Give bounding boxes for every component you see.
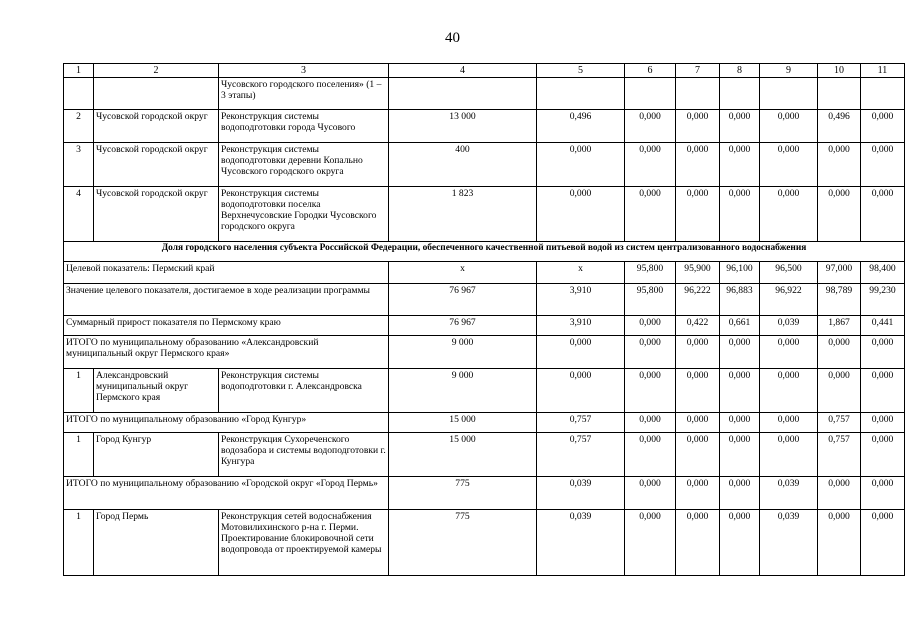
value-cell: 76 967 bbox=[389, 316, 537, 336]
value-cell: 0,000 bbox=[818, 187, 861, 242]
value-cell: 96,100 bbox=[720, 262, 760, 284]
municipality-cell: Город Кунгур bbox=[94, 433, 219, 477]
value-cell: 1,867 bbox=[818, 316, 861, 336]
value-cell: 15 000 bbox=[389, 433, 537, 477]
value-cell: 13 000 bbox=[389, 110, 537, 143]
program-table bbox=[63, 63, 905, 576]
table-row bbox=[64, 433, 905, 477]
value-cell: 0,000 bbox=[720, 369, 760, 413]
value-cell: 0,000 bbox=[625, 510, 676, 576]
table-row bbox=[64, 284, 905, 316]
value-cell: 0,000 bbox=[720, 413, 760, 433]
page-number: 40 bbox=[445, 30, 460, 46]
value-cell: 0,000 bbox=[676, 433, 720, 477]
value-cell: 0,000 bbox=[625, 187, 676, 242]
value-cell: 0,757 bbox=[818, 413, 861, 433]
value-cell: 0,000 bbox=[760, 369, 818, 413]
header-cell: 8 bbox=[720, 64, 760, 78]
value-cell: 0,000 bbox=[861, 510, 905, 576]
value-cell: 0,496 bbox=[818, 110, 861, 143]
header-cell: 2 bbox=[94, 64, 219, 78]
row-label: Целевой показатель: Пермский край bbox=[64, 262, 389, 284]
value-cell: 0,000 bbox=[720, 510, 760, 576]
value-cell: 0,000 bbox=[760, 413, 818, 433]
value-cell: 9 000 bbox=[389, 369, 537, 413]
value-cell: 0,000 bbox=[818, 510, 861, 576]
row-number: 4 bbox=[64, 187, 94, 242]
project-cell: Реконструкция Сухореченского водозабора и системы водоподготовки г. Кунгура bbox=[219, 433, 389, 477]
value-cell: 15 000 bbox=[389, 413, 537, 433]
row-number: 3 bbox=[64, 143, 94, 187]
table-row bbox=[64, 510, 905, 576]
value-cell: 0,000 bbox=[676, 413, 720, 433]
value-cell: 0,000 bbox=[676, 477, 720, 510]
value-cell: 0,000 bbox=[625, 110, 676, 143]
municipality-cell: Чусовской городской округ bbox=[94, 143, 219, 187]
table-row bbox=[64, 336, 905, 369]
table-row bbox=[64, 78, 905, 110]
value-cell: 3,910 bbox=[537, 316, 625, 336]
value-cell: 0,000 bbox=[625, 336, 676, 369]
row-number: 2 bbox=[64, 110, 94, 143]
section-row bbox=[64, 242, 905, 262]
row-label: ИТОГО по муниципальному образованию «Городской округ «Город Пермь» bbox=[64, 477, 389, 510]
project-cell: Реконструкция системы водоподготовки поселка Верхнечусовские Городки Чусовского городского округа bbox=[219, 187, 389, 242]
value-cell: 0,000 bbox=[537, 187, 625, 242]
value-cell: 0,000 bbox=[818, 369, 861, 413]
header-cell: 6 bbox=[625, 64, 676, 78]
row-number: 1 bbox=[64, 433, 94, 477]
value-cell: 96,500 bbox=[760, 262, 818, 284]
table-row bbox=[64, 187, 905, 242]
value-cell: 0,757 bbox=[537, 413, 625, 433]
value-cell: 0,000 bbox=[760, 143, 818, 187]
value-cell: 0,000 bbox=[537, 143, 625, 187]
value-cell: 0,000 bbox=[720, 433, 760, 477]
project-cell: Реконструкция системы водоподготовки города Чусового bbox=[219, 110, 389, 143]
header-cell: 1 bbox=[64, 64, 94, 78]
header-cell: 3 bbox=[219, 64, 389, 78]
value-cell: 3,910 bbox=[537, 284, 625, 316]
value-cell: 0,000 bbox=[676, 510, 720, 576]
value-cell: 0,000 bbox=[720, 110, 760, 143]
value-cell: 98,789 bbox=[818, 284, 861, 316]
value-cell: 0,441 bbox=[861, 316, 905, 336]
value-cell: 0,000 bbox=[537, 369, 625, 413]
value-cell: x bbox=[537, 262, 625, 284]
value-cell: x bbox=[389, 262, 537, 284]
value-cell: 0,039 bbox=[537, 510, 625, 576]
value-cell: 97,000 bbox=[818, 262, 861, 284]
table-row bbox=[64, 413, 905, 433]
value-cell: 0,000 bbox=[625, 477, 676, 510]
header-cell: 9 bbox=[760, 64, 818, 78]
value-cell: 98,400 bbox=[861, 262, 905, 284]
value-cell: 0,000 bbox=[861, 110, 905, 143]
value-cell: 0,000 bbox=[818, 143, 861, 187]
value-cell: 96,922 bbox=[760, 284, 818, 316]
row-label: ИТОГО по муниципальному образованию «Город Кунгур» bbox=[64, 413, 389, 433]
value-cell: 0,000 bbox=[818, 477, 861, 510]
value-cell: 0,000 bbox=[861, 336, 905, 369]
header-cell: 4 bbox=[389, 64, 537, 78]
municipality-cell: Город Пермь bbox=[94, 510, 219, 576]
value-cell: 0,422 bbox=[676, 316, 720, 336]
table-header-row bbox=[64, 64, 905, 78]
project-cell: Реконструкция сетей водоснабжения Мотовилихинского р-на г. Перми. Проектирование блокировочной сети водопровода от проектируемой камеры bbox=[219, 510, 389, 576]
value-cell: 0,000 bbox=[861, 143, 905, 187]
value-cell: 0,000 bbox=[625, 413, 676, 433]
value-cell: 775 bbox=[389, 510, 537, 576]
value-cell: 0,000 bbox=[861, 369, 905, 413]
value-cell: 9 000 bbox=[389, 336, 537, 369]
value-cell: 0,000 bbox=[676, 110, 720, 143]
value-cell: 0,039 bbox=[760, 316, 818, 336]
value-cell: 0,000 bbox=[676, 143, 720, 187]
table-row bbox=[64, 110, 905, 143]
row-label: Значение целевого показателя, достигаемое в ходе реализации программы bbox=[64, 284, 389, 316]
value-cell: 96,883 bbox=[720, 284, 760, 316]
value-cell: 0,000 bbox=[720, 143, 760, 187]
value-cell: 0,000 bbox=[676, 369, 720, 413]
value-cell: 0,039 bbox=[537, 477, 625, 510]
value-cell: 0,000 bbox=[760, 110, 818, 143]
value-cell: 0,496 bbox=[537, 110, 625, 143]
value-cell: 0,000 bbox=[625, 433, 676, 477]
value-cell: 0,000 bbox=[861, 433, 905, 477]
value-cell: 0,000 bbox=[818, 336, 861, 369]
value-cell: 0,000 bbox=[625, 143, 676, 187]
municipality-cell: Александровский муниципальный округ Пермского края bbox=[94, 369, 219, 413]
municipality-cell: Чусовской городской округ bbox=[94, 110, 219, 143]
value-cell: 0,000 bbox=[760, 187, 818, 242]
value-cell: 76 967 bbox=[389, 284, 537, 316]
value-cell: 0,661 bbox=[720, 316, 760, 336]
value-cell: 0,000 bbox=[676, 187, 720, 242]
project-cell: Реконструкция системы водоподготовки г. Александровска bbox=[219, 369, 389, 413]
value-cell: 96,222 bbox=[676, 284, 720, 316]
table-row bbox=[64, 262, 905, 284]
value-cell: 0,000 bbox=[625, 369, 676, 413]
row-label: ИТОГО по муниципальному образованию «Александровский муниципальный округ Пермского края» bbox=[64, 336, 389, 369]
row-number: 1 bbox=[64, 369, 94, 413]
header-cell: 7 bbox=[676, 64, 720, 78]
header-cell: 10 bbox=[818, 64, 861, 78]
row-number: 1 bbox=[64, 510, 94, 576]
value-cell: 0,757 bbox=[818, 433, 861, 477]
table-row bbox=[64, 316, 905, 336]
table-row bbox=[64, 369, 905, 413]
value-cell: 0,039 bbox=[760, 510, 818, 576]
value-cell: 775 bbox=[389, 477, 537, 510]
value-cell: 95,800 bbox=[625, 284, 676, 316]
table-row bbox=[64, 143, 905, 187]
header-cell: 11 bbox=[861, 64, 905, 78]
value-cell: 99,230 bbox=[861, 284, 905, 316]
value-cell: 0,000 bbox=[720, 187, 760, 242]
value-cell: 1 823 bbox=[389, 187, 537, 242]
value-cell: 0,000 bbox=[537, 336, 625, 369]
table-row bbox=[64, 477, 905, 510]
value-cell: 400 bbox=[389, 143, 537, 187]
value-cell: 0,000 bbox=[861, 413, 905, 433]
header-cell: 5 bbox=[537, 64, 625, 78]
value-cell: 0,039 bbox=[760, 477, 818, 510]
value-cell: 0,000 bbox=[720, 477, 760, 510]
value-cell: 0,000 bbox=[861, 187, 905, 242]
value-cell: 95,900 bbox=[676, 262, 720, 284]
value-cell: 0,000 bbox=[760, 433, 818, 477]
municipality-cell: Чусовской городской округ bbox=[94, 187, 219, 242]
value-cell: 0,000 bbox=[760, 336, 818, 369]
section-title: Доля городского населения субъекта Российской Федерации, обеспеченного качественной питьевой водой из систем централизованного водоснабжения bbox=[64, 242, 905, 262]
project-cell: Реконструкция системы водоподготовки деревни Копально Чусовского городского округа bbox=[219, 143, 389, 187]
value-cell: 0,000 bbox=[861, 477, 905, 510]
value-cell: 0,000 bbox=[676, 336, 720, 369]
value-cell: 0,000 bbox=[625, 316, 676, 336]
value-cell: 0,757 bbox=[537, 433, 625, 477]
value-cell: 0,000 bbox=[720, 336, 760, 369]
value-cell: 95,800 bbox=[625, 262, 676, 284]
row-label: Суммарный прирост показателя по Пермскому краю bbox=[64, 316, 389, 336]
project-cell: Чусовского городского поселения» (1 – 3 этапы) bbox=[219, 78, 389, 110]
